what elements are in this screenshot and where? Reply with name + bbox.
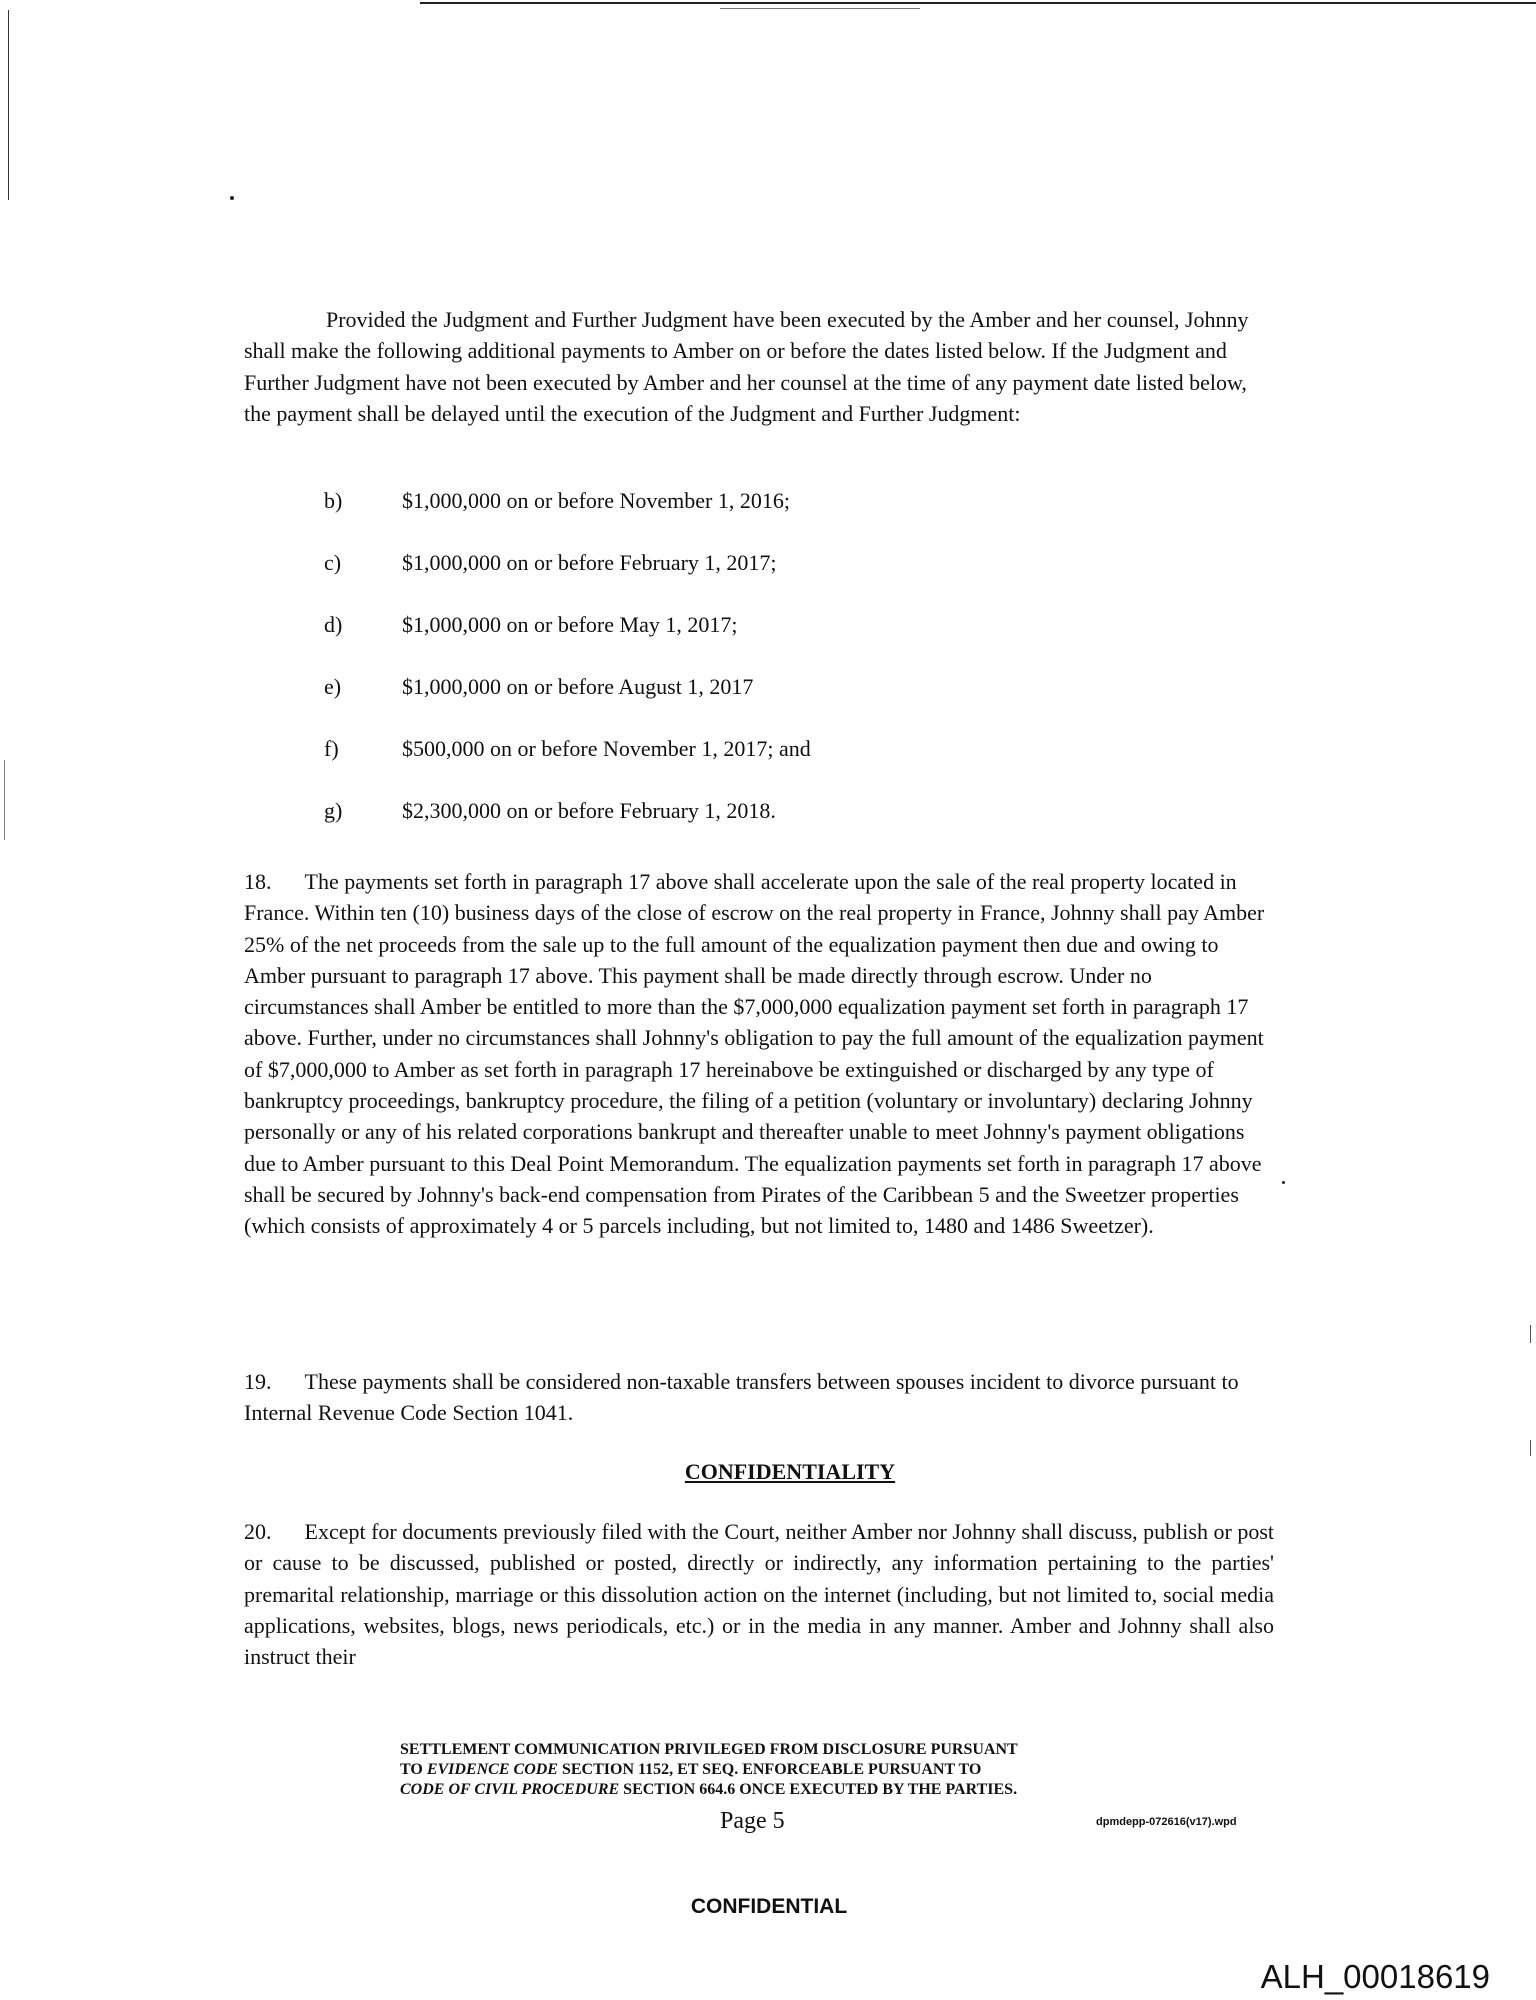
list-item-text: $2,300,000 on or before February 1, 2018. bbox=[402, 798, 776, 823]
list-item-marker: c) bbox=[324, 550, 342, 575]
list-item-marker: e) bbox=[324, 674, 342, 699]
settlement-footer bbox=[400, 1740, 1280, 1800]
list-item bbox=[324, 488, 1224, 550]
list-item bbox=[324, 798, 1224, 860]
paragraph-18: 18. The payments set forth in paragraph 17 above shall accelerate upon the sale of the real property located in France. Within ten (10) business days of the close of escrow on the real property in France, Johnny shall pay Amber 25% of the net proceeds from the sale up to the full amount of the equalization payment then due and owing to Amber pursuant to paragraph 17 above. This payment shall be made directly through escrow. Under no circumstances shall Amber be entitled to more than the $7,000,000 equalization payment set forth in paragraph 17 above. Further, under no circumstances shall Johnny's obligation to pay the full amount of the equalization payment of $7,000,000 to Amber as set forth in paragraph 17 hereinabove be extinguished or discharged by any type of bankruptcy proceedings, bankruptcy procedure, the filing of a petition (voluntary or involuntary) declaring Johnny personally or any of his related corporations bankrupt and thereafter unable to meet Johnny's payment obligations due to Amber pursuant to this Deal Point Memorandum. The equalization payments set forth in paragraph 17 above shall be secured by Johnny's back-end compensation from Pirates of the Caribbean 5 and the Sweetzer properties (which consists of approximately 4 or 5 parcels including, but not limited to, 1480 and 1486 Sweetzer). bbox=[244, 869, 1265, 1239]
footer-italic-text: EVIDENCE CODE bbox=[426, 1761, 558, 1778]
scan-artifact-dot bbox=[1282, 1181, 1285, 1184]
bates-number: ALH_00018619 bbox=[1260, 1958, 1490, 1995]
footer-text: SECTION 664.6 ONCE EXECUTED BY THE PARTIES. bbox=[619, 1781, 1018, 1798]
paragraph-20: 20. Except for documents previously filed with the Court, neither Amber nor Johnny shall discuss, publish or post or cause to be discussed, published or posted, directly or indirectly, any information pertaining to the parties' premarital relationship, marriage or this dissolution action on the internet (including, but not limited to, social media applications, websites, blogs, news periodicals, etc.) or in the media in any manner. Amber and Johnny shall also instruct their bbox=[244, 1519, 1274, 1670]
footer-line-1: SETTLEMENT COMMUNICATION PRIVILEGED FROM DISCLOSURE PURSUANT bbox=[400, 1741, 1018, 1758]
list-item-text: $500,000 on or before November 1, 2017; and bbox=[402, 736, 811, 761]
scan-artifact-line bbox=[720, 8, 920, 9]
list-item bbox=[324, 736, 1224, 798]
footer-line-2 bbox=[400, 1760, 1280, 1780]
list-item bbox=[324, 550, 1224, 612]
list-item-marker: d) bbox=[324, 612, 343, 637]
footer-italic-text: CODE OF CIVIL PROCEDURE bbox=[400, 1781, 620, 1798]
payment-schedule-list bbox=[324, 488, 1224, 860]
list-item-text: $1,000,000 on or before August 1, 2017 bbox=[402, 674, 754, 699]
scan-artifact-tick bbox=[1530, 1325, 1531, 1343]
scan-artifact-line bbox=[420, 2, 1536, 4]
page-number: Page 5 bbox=[720, 1808, 785, 1834]
document-id: dpmdepp-072616(v17).wpd bbox=[1096, 1816, 1237, 1828]
footer-line-3 bbox=[400, 1780, 1280, 1800]
confidential-stamp: CONFIDENTIAL bbox=[690, 1895, 848, 1918]
footer-text: SECTION 1152, ET SEQ. ENFORCEABLE PURSUANT TO bbox=[557, 1761, 982, 1778]
list-item-marker: f) bbox=[324, 736, 339, 761]
list-item-marker: g) bbox=[324, 798, 343, 823]
paragraph-19: 19. These payments shall be considered non-taxable transfers between spouses incident to divorce pursuant to Internal Revenue Code Section 1041. bbox=[244, 1369, 1239, 1426]
section-heading-confidentiality: CONFIDENTIALITY bbox=[684, 1459, 896, 1484]
list-item-text: $1,000,000 on or before February 1, 2017; bbox=[402, 550, 777, 575]
list-item bbox=[324, 612, 1224, 674]
list-item-marker: b) bbox=[324, 488, 343, 513]
scan-artifact-tick bbox=[4, 760, 5, 840]
scan-artifact-edge bbox=[8, 10, 9, 200]
list-item bbox=[324, 674, 1224, 736]
list-item-text: $1,000,000 on or before May 1, 2017; bbox=[402, 612, 738, 637]
list-item-text: $1,000,000 on or before November 1, 2016; bbox=[402, 488, 790, 513]
footer-text: TO bbox=[400, 1761, 427, 1778]
intro-paragraph: Provided the Judgment and Further Judgment have been executed by the Amber and her counsel, Johnny shall make the following additional payments to Amber on or before the dates listed below. If the Judgment and Further Judgment have not been executed by Amber and her counsel at the time of any payment date listed below, the payment shall be delayed until the execution of the Judgment and Further Judgment: bbox=[244, 307, 1249, 426]
scan-artifact-tick bbox=[1530, 1440, 1531, 1456]
scan-artifact-dot bbox=[230, 196, 234, 200]
